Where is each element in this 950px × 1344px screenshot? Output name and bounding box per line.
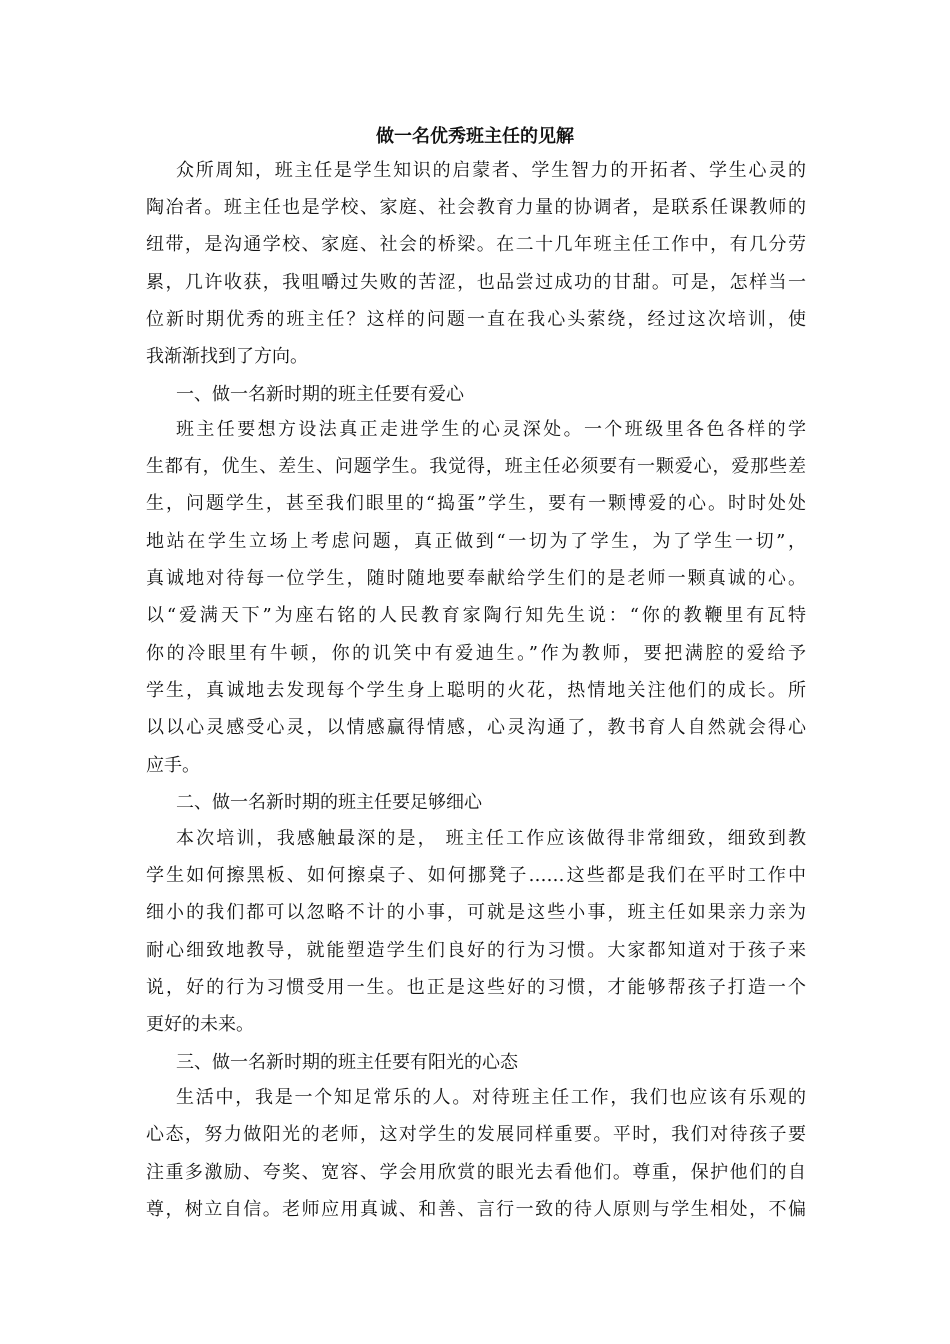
paragraph-line: 细小的我们都可以忽略不计的小事，可就是这些小事，班主任如果亲力亲为 [146, 902, 806, 923]
paragraph-line: 尊，树立自信。老师应用真诚、和善、言行一致的待人原则与学生相处，不偏 [146, 1199, 806, 1220]
paragraph-line: 位新时期优秀的班主任？这样的问题一直在我心头萦绕，经过这次培训，使 [146, 309, 806, 330]
paragraph-line: 累，几许收获，我咀嚼过失败的苦涩，也品尝过成功的甘甜。可是，怎样当一 [146, 272, 806, 293]
paragraph-line: 以“爱满天下”为座右铭的人民教育家陶行知先生说：“你的教鞭里有瓦特 [146, 605, 806, 626]
paragraph-line: 生都有，优生、差生、问题学生。我觉得，班主任必须要有一颗爱心，爱那些差 [146, 456, 806, 477]
paragraph-line: 生活中，我是一个知足常乐的人。对待班主任工作，我们也应该有乐观的 [176, 1087, 806, 1108]
section-heading: 三、做一名新时期的班主任要有阳光的心态 [176, 1052, 518, 1073]
paragraph-line: 众所周知，班主任是学生知识的启蒙者、学生智力的开拓者、学生心灵的 [176, 160, 806, 181]
paragraph-line: 说，好的行为习惯受用一生。也正是这些好的习惯，才能够帮孩子打造一个 [146, 977, 806, 998]
paragraph-line: 纽带，是沟通学校、家庭、社会的桥梁。在二十几年班主任工作中，有几分劳 [146, 234, 806, 255]
paragraph-line: 更好的未来。 [146, 1014, 254, 1035]
paragraph-line: 陶冶者。班主任也是学校、家庭、社会教育力量的协调者，是联系任课教师的 [146, 197, 806, 218]
section-heading: 二、做一名新时期的班主任要足够细心 [176, 792, 482, 813]
paragraph-line: 学生，真诚地去发现每个学生身上聪明的火花，热情地关注他们的成长。所 [146, 680, 806, 701]
paragraph-line: 我渐渐找到了方向。 [146, 346, 308, 367]
document-title: 做一名优秀班主任的见解 [376, 126, 574, 147]
paragraph-line: 以以心灵感受心灵，以情感赢得情感，心灵沟通了，教书育人自然就会得心 [146, 717, 806, 738]
paragraph-line: 班主任要想方设法真正走进学生的心灵深处。一个班级里各色各样的学 [176, 419, 806, 440]
paragraph-line: 学生如何擦黑板、如何擦桌子、如何挪凳子……这些都是我们在平时工作中 [146, 865, 806, 886]
paragraph-line: 应手。 [146, 755, 200, 776]
paragraph-line: 你的冷眼里有牛顿，你的讥笑中有爱迪生。”作为教师，要把满腔的爱给予 [146, 643, 806, 664]
paragraph-line: 本次培训，我感触最深的是， 班主任工作应该做得非常细致，细致到教 [176, 828, 806, 849]
paragraph-line: 耐心细致地教导，就能塑造学生们良好的行为习惯。大家都知道对于孩子来 [146, 940, 806, 961]
paragraph-line: 地站在学生立场上考虑问题，真正做到“一切为了学生，为了学生一切”， [146, 531, 806, 552]
section-heading: 一、做一名新时期的班主任要有爱心 [176, 384, 464, 405]
paragraph-line: 生，问题学生，甚至我们眼里的“捣蛋”学生，要有一颗博爱的心。时时处处 [146, 493, 806, 514]
paragraph-line: 心态，努力做阳光的老师，这对学生的发展同样重要。平时，我们对待孩子要 [146, 1124, 806, 1145]
paragraph-line: 真诚地对待每一位学生，随时随地要奉献给学生们的是老师一颗真诚的心。 [146, 568, 806, 589]
paragraph-line: 注重多激励、夸奖、宽容、学会用欣赏的眼光去看他们。尊重，保护他们的自 [146, 1162, 806, 1183]
